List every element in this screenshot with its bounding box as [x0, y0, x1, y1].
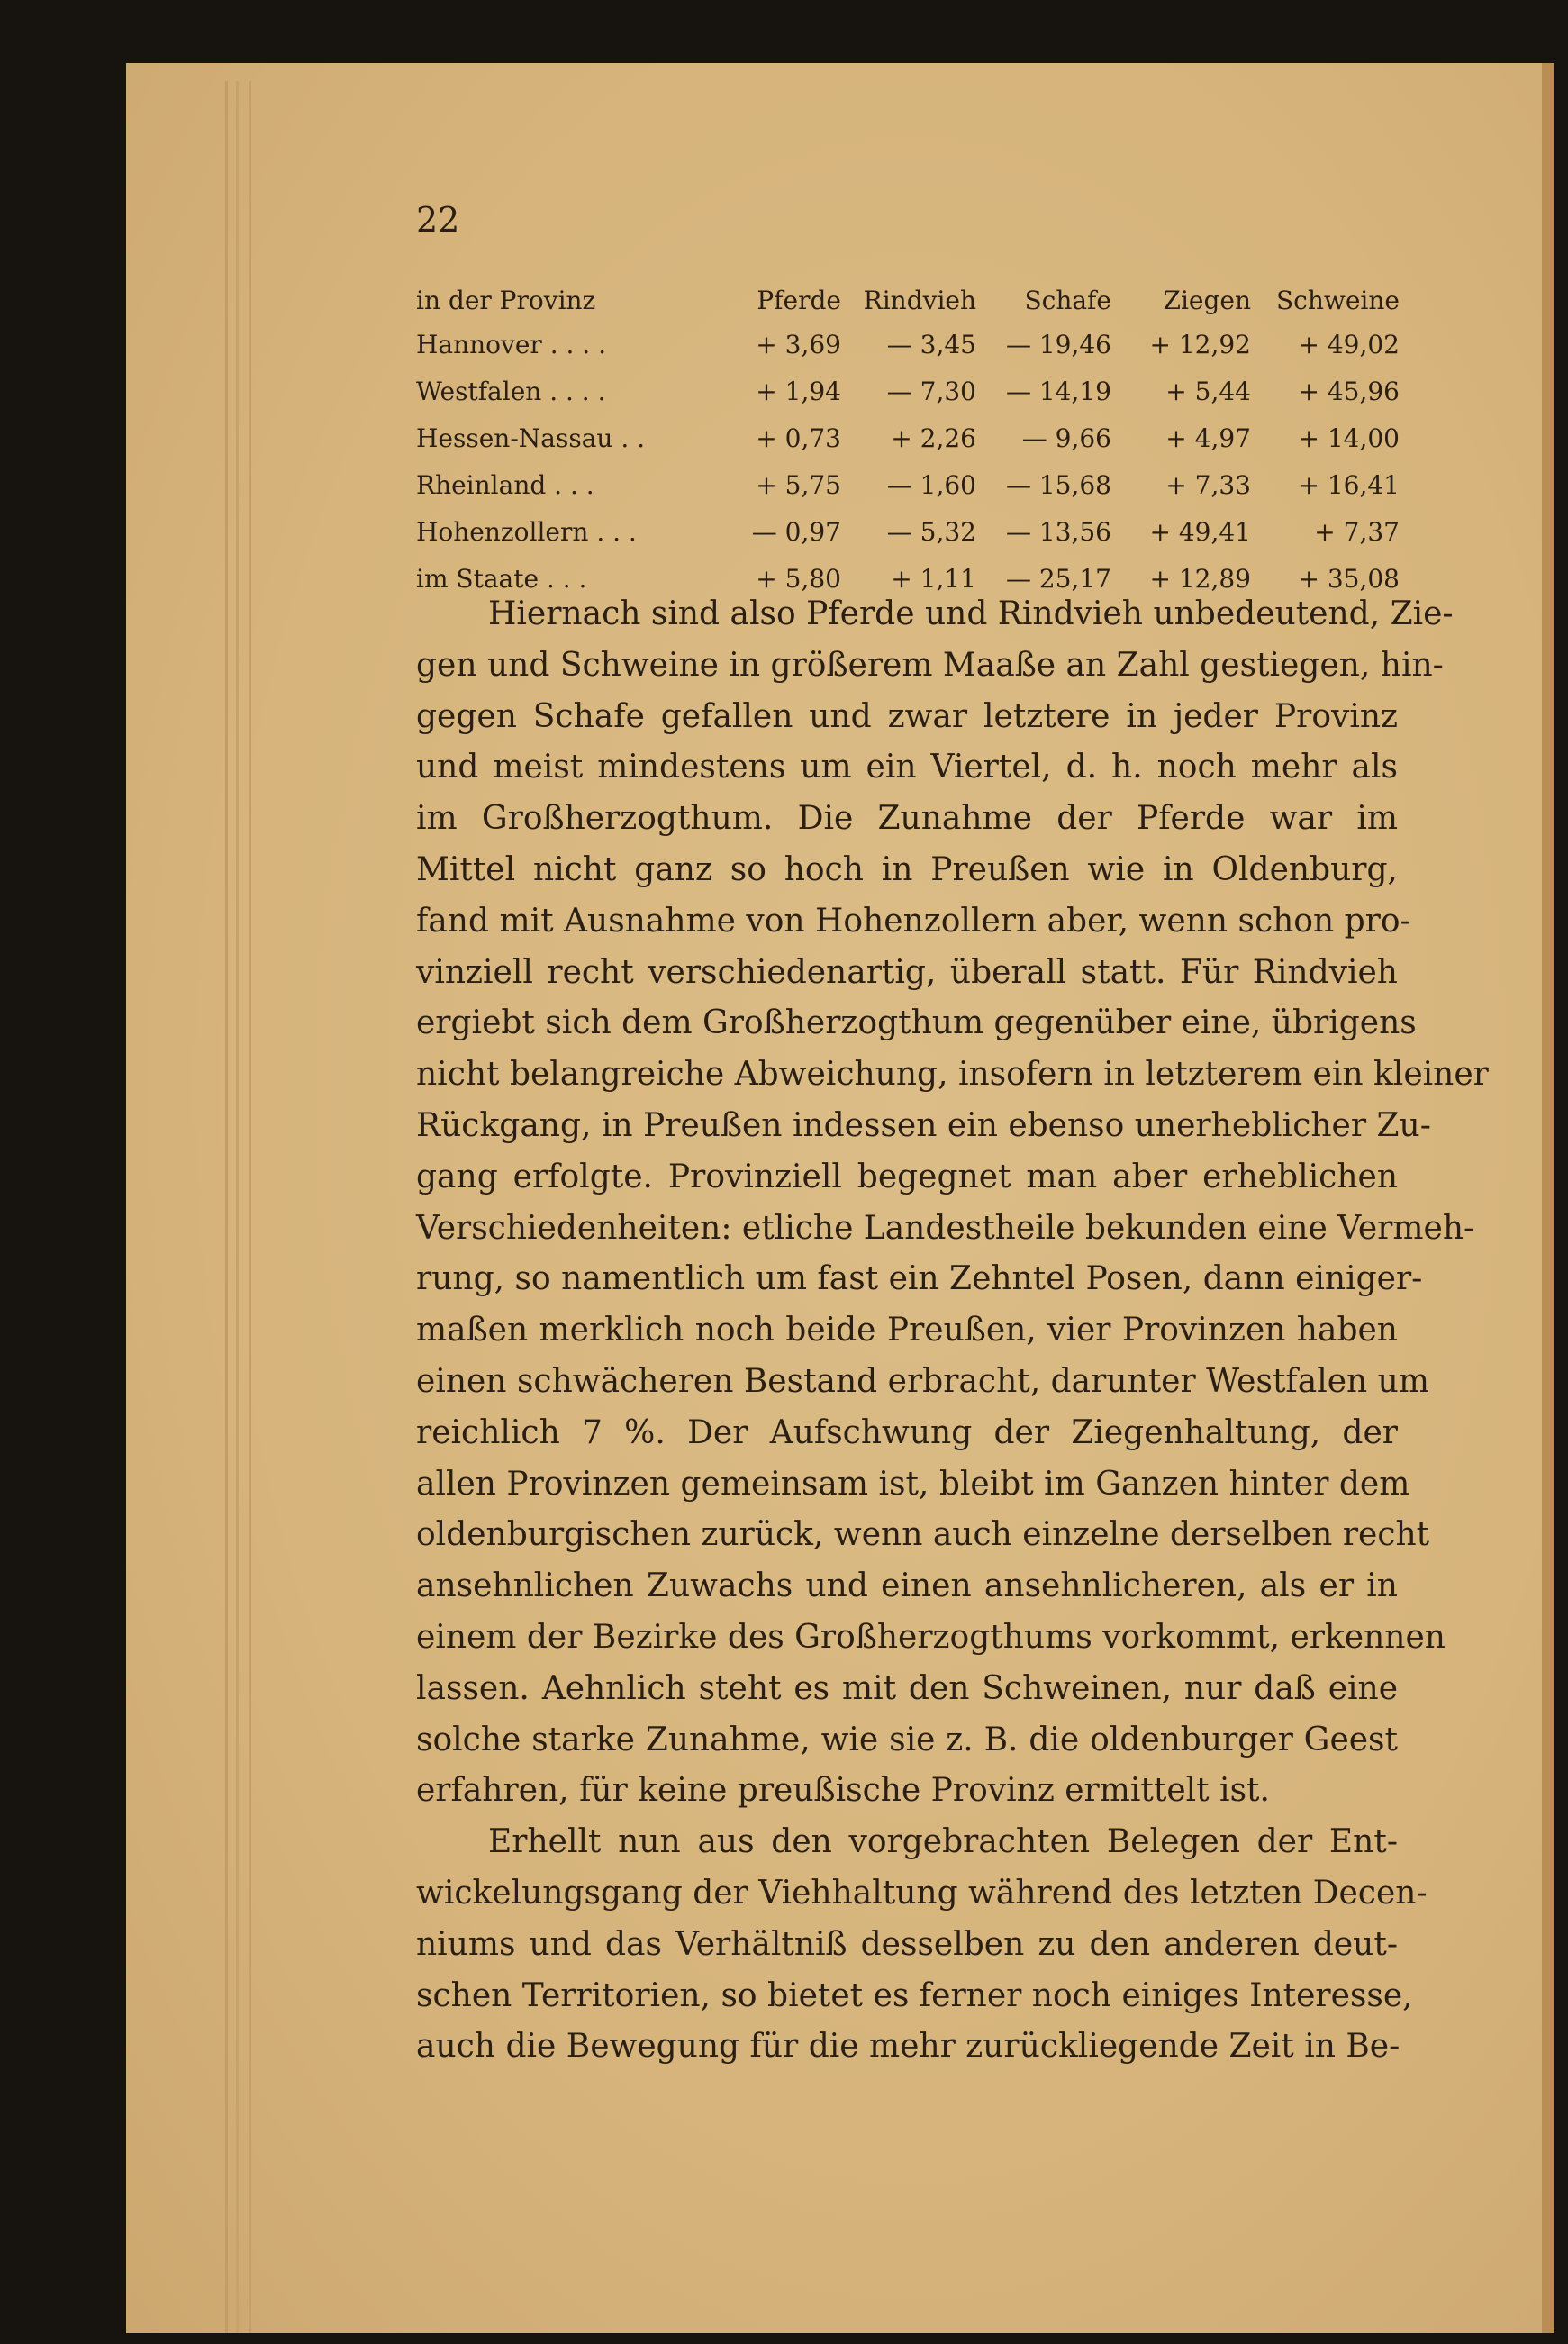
text-line: schen Territorien, so bietet es ferner noch einiges Interesse, [416, 1976, 1413, 2014]
table-row [416, 461, 1407, 508]
table-cell: — 15,68 [1005, 469, 1111, 500]
text-line: nicht belangreiche Abweichung, insofern in letzterem ein kleiner [416, 1056, 1489, 1094]
text-line: wickelungsgang der Viehhaltung während des letzten Decen- [416, 1874, 1428, 1912]
text-line: maßen merklich noch beide Preußen, vier Provinzen haben [416, 1312, 1398, 1349]
text-line: vinziell recht verschiedenartig, überall statt. Für Rindvieh [416, 953, 1398, 991]
table-cell: + 45,96 [1298, 376, 1400, 406]
body-text [416, 589, 1489, 2073]
text-line: Erhellt nun aus den vorgebrachten Belegen der Ent- [488, 1823, 1398, 1861]
table-cell: + 0,73 [756, 422, 841, 453]
text-line: solche starke Zunahme, wie sie z. B. die oldenburger Geest [416, 1721, 1398, 1758]
table-cell: + 5,75 [756, 469, 841, 500]
text-line: auch die Bewegung für die mehr zurückliegende Zeit in Be- [416, 2028, 1400, 2066]
text-line: Mittel nicht ganz so hoch in Preußen wie in Oldenburg, [416, 850, 1398, 888]
table-cell: — 0,97 [751, 516, 841, 547]
table-cell: + 2,26 [891, 422, 976, 453]
table-cell: + 1,11 [891, 563, 976, 594]
page-edge [225, 81, 228, 2333]
column-header: in der Provinz [416, 285, 596, 315]
row-label: Hannover . . . . [416, 329, 607, 359]
text-line: niums und das Verhältniß desselben zu den anderen deut- [416, 1925, 1398, 1963]
text-line: Verschiedenheiten: etliche Landestheile bekunden eine Vermeh- [416, 1209, 1475, 1247]
text-line: im Großherzogthum. Die Zunahme der Pferde war im [416, 800, 1398, 838]
table-row [416, 368, 1407, 414]
column-header: Schweine [1276, 285, 1400, 315]
table-cell: + 5,80 [756, 563, 841, 594]
table-cell: + 49,02 [1298, 329, 1400, 359]
row-label: Hohenzollern . . . [416, 516, 637, 547]
livestock-change-table [416, 279, 1407, 602]
column-header: Rindvieh [863, 285, 976, 315]
text-line: fand mit Ausnahme von Hohenzollern aber, wenn schon pro- [416, 902, 1411, 940]
table-cell: + 4,97 [1165, 422, 1251, 453]
page-edge [236, 81, 239, 2333]
page-number: 22 [416, 200, 460, 240]
table-row [416, 414, 1407, 461]
table-cell: + 16,41 [1298, 469, 1400, 500]
text-line: ergiebt sich dem Großherzogthum gegenüber eine, übrigens [416, 1004, 1417, 1042]
text-line: reichlich 7 %. Der Aufschwung der Ziegenhaltung, der [416, 1413, 1398, 1451]
table-cell: + 7,37 [1314, 516, 1400, 547]
text-line: oldenburgischen zurück, wenn auch einzelne derselben recht [416, 1516, 1430, 1554]
table-header-row [416, 279, 1407, 321]
table-cell: + 1,94 [756, 376, 841, 406]
text-line: Rückgang, in Preußen indessen ein ebenso unerheblicher Zu- [416, 1106, 1431, 1144]
table-cell: — 5,32 [886, 516, 976, 547]
text-line: einen schwächeren Bestand erbracht, darunter Westfalen um [416, 1362, 1429, 1400]
right-page-edge [1542, 63, 1554, 2333]
text-line: lassen. Aehnlich steht es mit den Schweinen, nur daß eine [416, 1669, 1398, 1707]
table-cell: + 12,92 [1149, 329, 1251, 359]
table-cell: — 1,60 [886, 469, 976, 500]
table-cell: + 5,44 [1165, 376, 1251, 406]
page-edge [249, 81, 251, 2333]
table-cell: + 35,08 [1298, 563, 1400, 594]
column-header: Pferde [757, 285, 841, 315]
column-header: Ziegen [1163, 285, 1251, 315]
table-cell: + 14,00 [1298, 422, 1400, 453]
text-line: Hiernach sind also Pferde und Rindvieh unbedeutend, Zie- [488, 595, 1454, 632]
table-cell: — 19,46 [1005, 329, 1111, 359]
table-cell: — 14,19 [1005, 376, 1111, 406]
table-cell: — 7,30 [886, 376, 976, 406]
table-row [416, 321, 1407, 368]
text-line: gen und Schweine in größerem Maaße an Zahl gestiegen, hin- [416, 646, 1444, 684]
table-cell: — 25,17 [1005, 563, 1111, 594]
row-label: Westfalen . . . . [416, 376, 606, 406]
row-label: im Staate . . . [416, 563, 587, 594]
text-line: und meist mindestens um ein Viertel, d. h. noch mehr als [416, 749, 1398, 786]
text-line: gegen Schafe gefallen und zwar letztere in jeder Provinz [416, 697, 1398, 735]
table-row [416, 508, 1407, 555]
table-cell: + 49,41 [1149, 516, 1251, 547]
table-cell: — 13,56 [1005, 516, 1111, 547]
table-cell: + 3,69 [756, 329, 841, 359]
text-line: gang erfolgte. Provinziell begegnet man aber erheblichen [416, 1158, 1398, 1195]
text-line: allen Provinzen gemeinsam ist, bleibt im Ganzen hinter dem [416, 1465, 1410, 1503]
table-cell: — 9,66 [1021, 422, 1111, 453]
table-cell: + 12,89 [1149, 563, 1251, 594]
text-line: rung, so namentlich um fast ein Zehntel Posen, dann einiger- [416, 1260, 1423, 1298]
table-cell: — 3,45 [886, 329, 976, 359]
table-cell: + 7,33 [1165, 469, 1251, 500]
row-label: Rheinland . . . [416, 469, 594, 500]
text-line: erfahren, für keine preußische Provinz ermittelt ist. [416, 1772, 1270, 1810]
column-header: Schafe [1024, 285, 1111, 315]
row-label: Hessen-Nassau . . [416, 422, 646, 453]
text-line: einem der Bezirke des Großherzogthums vorkommt, erkennen [416, 1618, 1446, 1656]
text-line: ansehnlichen Zuwachs und einen ansehnlicheren, als er in [416, 1567, 1398, 1605]
